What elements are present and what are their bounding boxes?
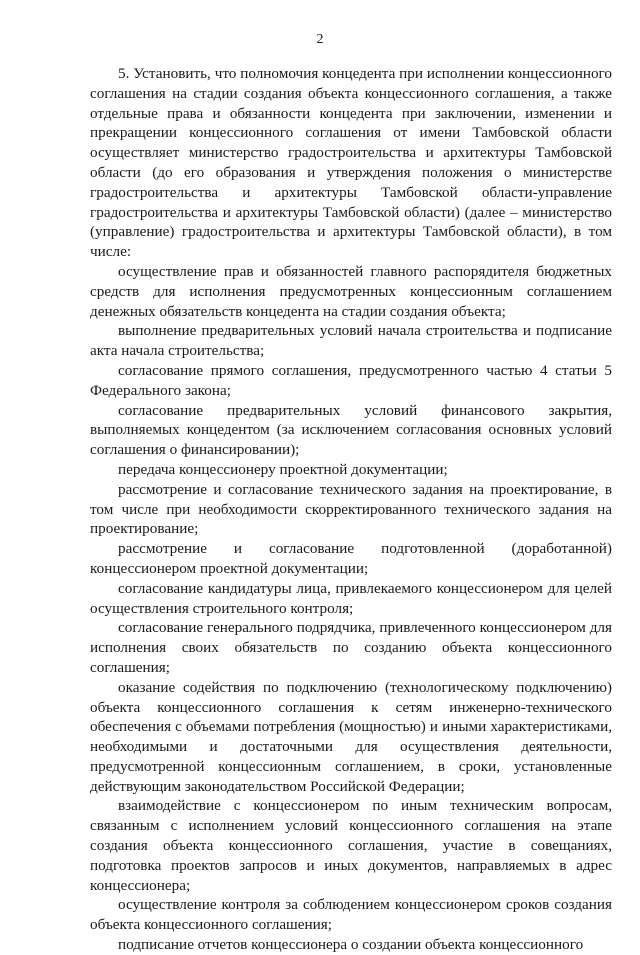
paragraph: рассмотрение и согласование подготовленной (доработанной) концессионером проектной документации;: [90, 540, 612, 577]
paragraph: согласование прямого соглашения, предусмотренного частью 4 статьи 5 Федерального закона;: [90, 361, 612, 399]
paragraph: 5. Установить, что полномочия концедента при исполнении концессионного соглашения на стадии создания объекта концессионного соглашения, а также отдельные права и обязанности концедента при заключении, изменении и прекращении концессионного соглашения от имени Тамбовской области осуществляет министерство градостроительства и архитектуры Тамбовской области (до его образования и утверждения положения о министерстве градостроительства и архитектуры Тамбовской области-управление градостроительства и архитектуры Тамбовской области) (далее – министерство (управление) градостроительства и архитектуры Тамбовской области), в том числе:: [90, 65, 612, 261]
paragraph: рассмотрение и согласование технического задания на проектирование, в том числе при необходимости скорректированного технического задания на проектирование;: [90, 480, 612, 538]
paragraph: выполнение предварительных условий начала строительства и подписание акта начала строительства;: [90, 322, 612, 360]
paragraph: осуществление контроля за соблюдением концессионером сроков создания объекта концессионного соглашения;: [90, 896, 612, 934]
paragraph: передача концессионеру проектной документации;: [118, 460, 448, 478]
paragraph: осуществление прав и обязанностей главного распорядителя бюджетных средств для исполнения предусмотренных концессионным соглашением денежных обязательств концедента на стадии создания объекта;: [90, 262, 612, 320]
paragraph: согласование кандидатуры лица, привлекаемого концессионером для целей осуществления строительного контроля;: [90, 579, 612, 617]
paragraph: согласование предварительных условий финансового закрытия, выполняемых концедентом (за исключением согласования основных условий соглашения о финансировании);: [90, 401, 612, 459]
paragraph: оказание содействия по подключению (технологическому подключению) объекта концессионного соглашения к сетям инженерно-технического обеспечения с объемами потребления (мощностью) и иными характеристиками, необходимыми и достаточными для осуществления деятельности, предусмотренной концессионным соглашением, в сроки, установленные действующим законодательством Российской Федерации;: [90, 678, 612, 795]
paragraph: согласование генерального подрядчика, привлеченного концессионером для исполнения своих обязательств по созданию объекта концессионного соглашения;: [90, 619, 612, 676]
document-body: [90, 64, 612, 955]
page-number: 2: [316, 32, 324, 47]
paragraph: подписание отчетов концессионера о создании объекта концессионного: [118, 936, 584, 954]
paragraph: взаимодействие с концессионером по иным техническим вопросам, связанным с исполнением условий концессионного соглашения на этапе создания объекта концессионного соглашения, участие в совещаниях, подготовка проектов запросов и иных документов, направляемых в адрес концессионера;: [90, 797, 612, 894]
